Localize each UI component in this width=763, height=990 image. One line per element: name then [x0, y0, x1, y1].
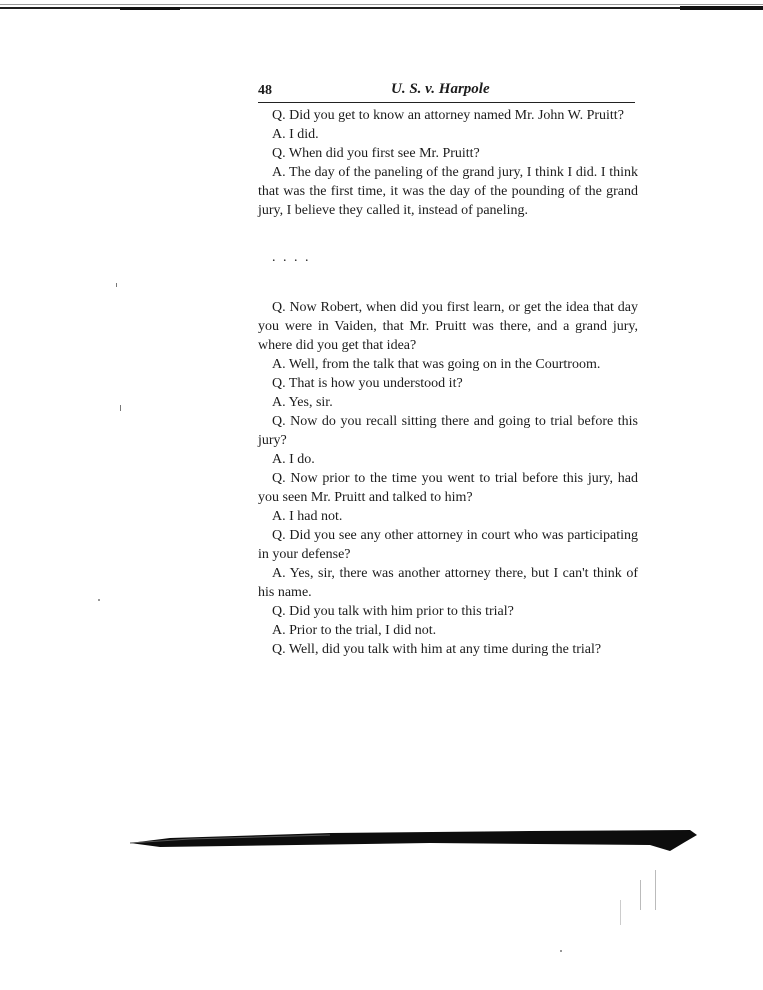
page-number: 48	[258, 83, 272, 98]
scan-speck	[655, 870, 656, 910]
scan-speck	[120, 405, 121, 411]
scan-top-mark-right	[680, 6, 763, 10]
scan-speck	[560, 950, 562, 952]
transcript-paragraph: Q. Did you talk with him prior to this trial?	[272, 604, 514, 619]
scan-top-border	[0, 4, 763, 10]
page-header	[258, 80, 635, 103]
scan-top-mark-left	[120, 7, 180, 10]
transcript-paragraph: Q. Well, did you talk with him at any time during the trial?	[272, 642, 602, 657]
scan-speck	[116, 283, 117, 287]
transcript-paragraph: A. The day of the paneling of the grand jury, I think I did. I think that was the first time, it was the day of the pounding of the grand jury, I believe they called it, instead of paneling.	[258, 165, 638, 218]
transcript-paragraph: A. Yes, sir, there was another attorney there, but I can't think of his name.	[258, 566, 638, 600]
transcript-paragraph: Q. That is how you understood it?	[272, 376, 463, 391]
scan-speck	[640, 880, 641, 910]
transcript-paragraph: Q. Now prior to the time you went to trial before this jury, had you seen Mr. Pruitt and talked to him?	[258, 471, 638, 505]
scan-speck	[98, 599, 100, 601]
transcript-paragraph: A. I had not.	[272, 509, 343, 524]
scan-speck	[620, 900, 621, 925]
transcript-paragraph: A. Prior to the trial, I did not.	[272, 623, 437, 638]
transcript-paragraph: Q. When did you first see Mr. Pruitt?	[272, 146, 480, 161]
transcript-paragraph: Q. Did you get to know an attorney named Mr. John W. Pruitt?	[272, 108, 624, 123]
transcript-paragraph: A. I did.	[272, 127, 319, 142]
transcript-paragraph: Q. Now Robert, when did you first learn, or get the idea that day you were in Vaiden, that Mr. Pruitt was there, and a grand jury, where did you get that idea?	[258, 300, 638, 353]
transcript-paragraph: Q. Now do you recall sitting there and going to trial before this jury?	[258, 414, 638, 448]
omission-ellipsis: . . . .	[272, 250, 311, 265]
transcript-paragraph: Q. Did you see any other attorney in court who was participating in your defense?	[258, 528, 638, 562]
transcript-paragraph: A. Yes, sir.	[272, 395, 333, 410]
running-title: U. S. v. Harpole	[391, 81, 490, 97]
scan-bottom-bar	[130, 829, 697, 853]
transcript-paragraph: A. Well, from the talk that was going on in the Courtroom.	[272, 357, 601, 372]
transcript-body	[258, 106, 638, 659]
transcript-paragraph: A. I do.	[272, 452, 315, 467]
